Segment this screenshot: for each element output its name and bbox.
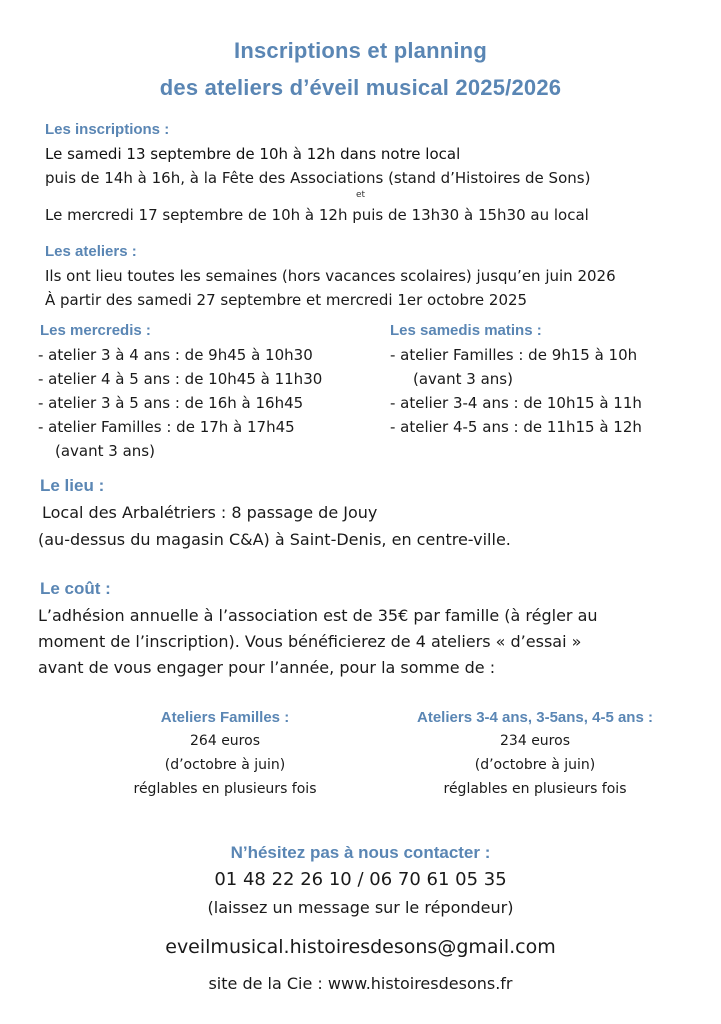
cout-line-2: moment de l’inscription). Vous bénéficierez de 4 ateliers « d’essai » — [38, 632, 582, 651]
price-familles-period: (d’octobre à juin) — [164, 757, 286, 773]
samedis-item-1: - atelier Familles : de 9h15 à 10h — [390, 346, 638, 364]
inscriptions-line-2-main: de 14h à 16h, à la Fête des Associations (stand d’Histoires de Sons) — [80, 169, 591, 187]
page-title-line-2: des ateliers d’éveil musical 2025/2026 — [159, 75, 562, 100]
mercredis-note: (avant 3 ans) — [55, 442, 155, 460]
lieu-line-2: (au-dessus du magasin C&A) à Saint-Denis, en centre-ville. — [38, 530, 511, 549]
price-ages-amount: 234 euros — [500, 733, 570, 749]
price-ages-payment: réglables en plusieurs fois — [443, 781, 627, 797]
mercredis-item: - atelier Familles : de 17h à 17h45 — [38, 418, 295, 436]
inscriptions-line-2-prefix: puis — [45, 169, 81, 187]
ateliers-heading: Les ateliers : — [45, 243, 137, 260]
price-familles-amount: 264 euros — [190, 733, 260, 749]
samedis-item-2: - atelier 3-4 ans : de 10h15 à 11h — [390, 394, 642, 412]
contact-note: (laissez un message sur le répondeur) — [207, 898, 514, 917]
inscriptions-line-3: Le mercredi 17 septembre de 10h à 12h puis de 13h30 à 15h30 au local — [45, 206, 589, 224]
contact-heading: N’hésitez pas à nous contacter : — [230, 843, 491, 862]
inscriptions-et: et — [355, 190, 366, 200]
inscriptions-heading: Les inscriptions : — [45, 121, 170, 138]
mercredis-item: - atelier 3 à 4 ans : de 9h45 à 10h30 — [38, 346, 313, 364]
inscriptions-line-1: Le samedi 13 septembre de 10h à 12h dans notre local — [45, 145, 461, 163]
contact-site[interactable]: site de la Cie : www.histoiresdesons.fr — [208, 974, 513, 993]
price-ages-heading: Ateliers 3-4 ans, 3-5ans, 4-5 ans : — [417, 709, 653, 726]
lieu-heading: Le lieu : — [40, 476, 105, 495]
mercredis-item: - atelier 3 à 5 ans : de 16h à 16h45 — [38, 394, 304, 412]
mercredis-item: - atelier 4 à 5 ans : de 10h45 à 11h30 — [38, 370, 323, 388]
samedis-item-3: - atelier 4-5 ans : de 11h15 à 12h — [390, 418, 642, 436]
cout-line-1: L’adhésion annuelle à l’association est de 35€ par famille (à régler au — [38, 606, 598, 625]
inscriptions-line-2 — [45, 169, 590, 187]
page-title-line-1: Inscriptions et planning — [234, 38, 487, 63]
mercredis-heading: Les mercredis : — [40, 322, 151, 339]
lieu-line-1: Local des Arbalétriers : 8 passage de Jouy — [42, 503, 378, 522]
price-familles-heading: Ateliers Familles : — [160, 709, 290, 726]
contact-phone: 01 48 22 26 10 / 06 70 61 05 35 — [214, 869, 507, 890]
ateliers-line-2: À partir des samedi 27 septembre et mercredi 1er octobre 2025 — [45, 291, 528, 309]
samedis-heading: Les samedis matins : — [390, 322, 542, 339]
contact-email[interactable]: eveilmusical.histoiresdesons@gmail.com — [165, 936, 556, 958]
samedis-note: (avant 3 ans) — [413, 370, 513, 388]
price-ages-period: (d’octobre à juin) — [474, 757, 596, 773]
cout-heading: Le coût : — [40, 579, 111, 598]
cout-line-3: avant de vous engager pour l’année, pour la somme de : — [38, 658, 496, 677]
price-familles-payment: réglables en plusieurs fois — [133, 781, 317, 797]
ateliers-line-1: Ils ont lieu toutes les semaines (hors vacances scolaires) jusqu’en juin 2026 — [45, 267, 616, 285]
